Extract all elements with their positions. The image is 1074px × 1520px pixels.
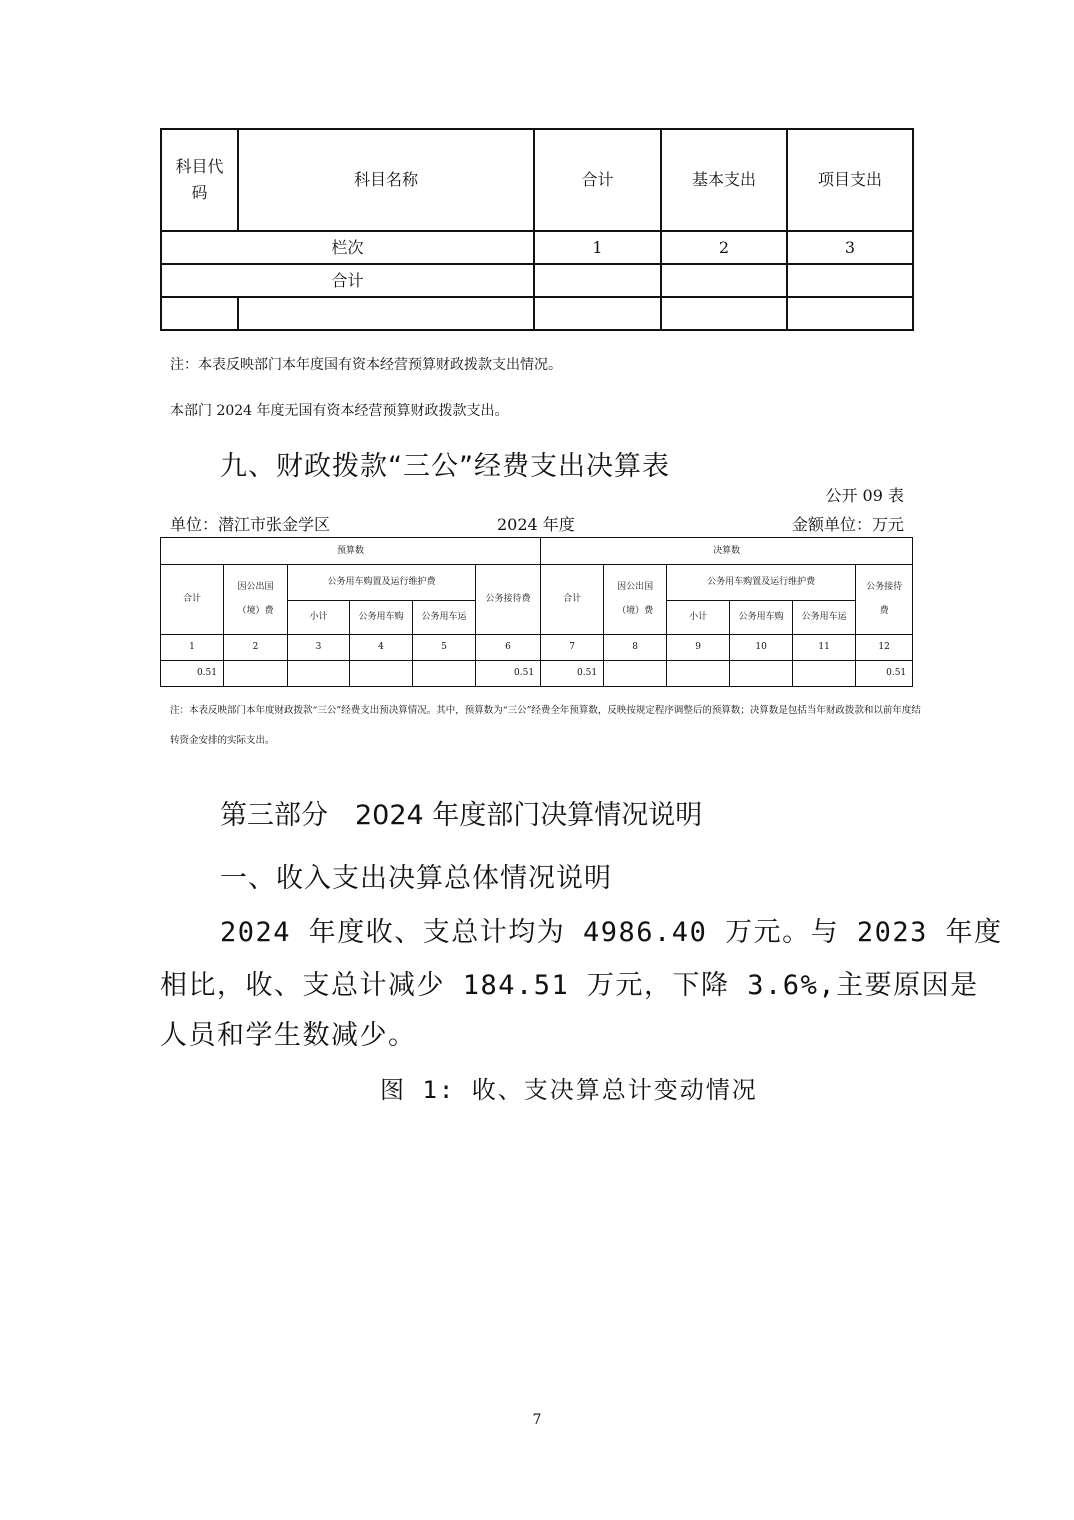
- final-vehicle-header: 公务用车购置及运行维护费: [667, 565, 856, 601]
- final-purchase-header: 公务用车购: [730, 601, 793, 635]
- paragraph-line: 人员和学生数减少。: [160, 1020, 417, 1051]
- column-number: 2: [224, 635, 288, 661]
- header-project: 项目支出: [787, 129, 913, 231]
- page-number: 7: [532, 1412, 542, 1428]
- final-abroad-header: 因公出国 （境）费: [604, 565, 667, 635]
- final-group-header: 决算数: [541, 538, 913, 565]
- header-total: 合计: [534, 129, 661, 231]
- table-cell: [787, 264, 913, 297]
- column-index: 2: [661, 231, 787, 264]
- capital-budget-table: [160, 128, 914, 331]
- column-number: 6: [476, 635, 541, 661]
- column-number: 8: [604, 635, 667, 661]
- value-cell: [288, 661, 350, 687]
- budget-operation-header: 公务用车运: [413, 601, 476, 635]
- budget-group-header: 预算数: [161, 538, 541, 565]
- table-cell: [534, 264, 661, 297]
- budget-total-header: 合计: [161, 565, 224, 635]
- value-cell: [667, 661, 730, 687]
- column-index: 1: [534, 231, 661, 264]
- final-total-header: 合计: [541, 565, 604, 635]
- column-number: 4: [350, 635, 413, 661]
- final-operation-header: 公务用车运: [793, 601, 856, 635]
- table-cell: [161, 297, 238, 330]
- budget-purchase-header: 公务用车购: [350, 601, 413, 635]
- total-row-label: 合计: [161, 264, 534, 297]
- value-cell: [730, 661, 793, 687]
- column-index: 3: [787, 231, 913, 264]
- column-number: 1: [161, 635, 224, 661]
- table-cell: [238, 297, 534, 330]
- column-number: 3: [288, 635, 350, 661]
- header-name: 科目名称: [238, 129, 534, 231]
- figure-caption: 图 1: 收、支决算总计变动情况: [380, 1076, 758, 1104]
- column-index-label: 栏次: [161, 231, 534, 264]
- section9-title: 九、财政拨款“三公”经费支出决算表: [220, 451, 670, 482]
- value-cell: 0.51: [541, 661, 604, 687]
- column-number: 10: [730, 635, 793, 661]
- value-cell: [413, 661, 476, 687]
- part3-title: 第三部分 2024 年度部门决算情况说明: [220, 800, 703, 831]
- table-number: 公开 09 表: [825, 486, 904, 505]
- table-cell: [534, 297, 661, 330]
- paragraph-line: 2024 年度收、支总计均为 4986.40 万元。与 2023 年度: [220, 917, 1003, 948]
- value-cell: 0.51: [161, 661, 224, 687]
- section1-title: 一、收入支出决算总体情况说明: [220, 863, 612, 894]
- header-basic: 基本支出: [661, 129, 787, 231]
- final-reception-header: 公务接待 费: [856, 565, 913, 635]
- column-number: 11: [793, 635, 856, 661]
- value-cell: [604, 661, 667, 687]
- table-cell: [787, 297, 913, 330]
- column-number: 7: [541, 635, 604, 661]
- table2-note-line: 转资金安排的实际支出。: [170, 735, 275, 746]
- budget-vehicle-header: 公务用车购置及运行维护费: [288, 565, 476, 601]
- table2-note-line: 注：本表反映部门本年度财政拨款“三公”经费支出预决算情况。其中，预算数为“三公”经费全年预算数，反映按规定程序调整后的预算数；决算数是包括当年财政拨款和以前年度结: [170, 705, 921, 716]
- table1-note: 注：本表反映部门本年度国有资本经营预算财政拨款支出情况。: [170, 357, 562, 373]
- value-cell: 0.51: [476, 661, 541, 687]
- column-number: 5: [413, 635, 476, 661]
- currency-label: 金额单位：万元: [791, 515, 904, 534]
- column-number: 9: [667, 635, 730, 661]
- unit-label: 单位：潜江市张金学区: [170, 515, 331, 534]
- column-number: 12: [856, 635, 913, 661]
- header-code: 科目代码: [161, 129, 238, 231]
- table2-note: [170, 696, 921, 756]
- budget-abroad-header: 因公出国 （境）费: [224, 565, 288, 635]
- three-public-expense-table: [160, 537, 913, 687]
- value-cell: 0.51: [856, 661, 913, 687]
- value-cell: [224, 661, 288, 687]
- budget-subtotal-header: 小计: [288, 601, 350, 635]
- budget-reception-header: 公务接待费: [476, 565, 541, 635]
- final-subtotal-header: 小计: [667, 601, 730, 635]
- value-cell: [350, 661, 413, 687]
- paragraph-line: 相比，收、支总计减少 184.51 万元，下降 3.6%,主要原因是: [160, 970, 979, 1001]
- table-cell: [661, 297, 787, 330]
- no-expenditure-statement: 本部门 2024 年度无国有资本经营预算财政拨款支出。: [170, 403, 509, 419]
- value-cell: [793, 661, 856, 687]
- table-cell: [661, 264, 787, 297]
- year-label: 2024 年度: [497, 515, 575, 534]
